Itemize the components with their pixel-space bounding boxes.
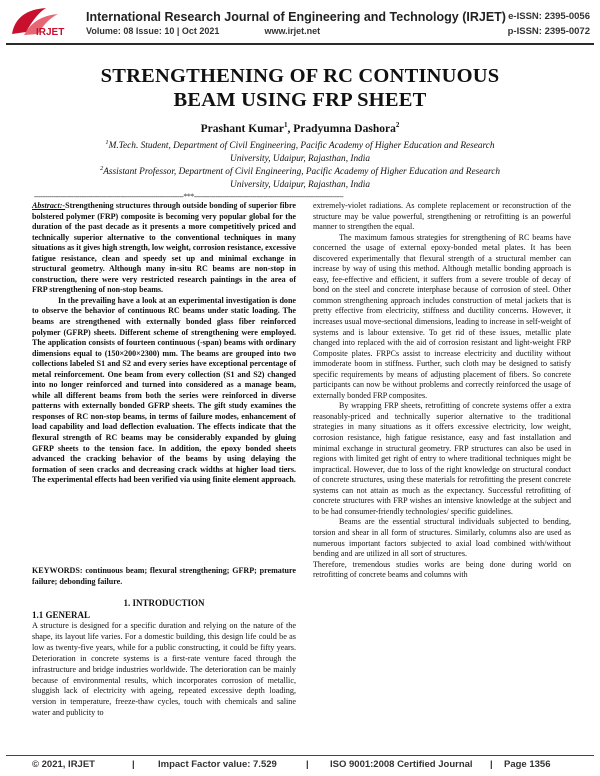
- title-line-2: BEAM USING FRP SHEET: [173, 89, 427, 111]
- e-issn: e-ISSN: 2395-0056: [508, 11, 590, 22]
- section-heading: 1. INTRODUCTION: [123, 598, 205, 608]
- intro-paragraph: A structure is designed for a specific duration and relying on the nature of the shape, its layout life varies. For a domestic building, this design life could be as low as twenty-five years, while for a public constructing, it could be fifty years. Deterioration in concrete systems is a first-rate venture faced through the infrastructure and bridge industries worldwide. The deterioration can be mainly because of environmental results, which incorporates corrosion of metallic, sluggish lack of electricity with ageing, repeated excessive depth loading, version in temperature, freeze-thaw cycles, touch with chemicals and saline water and publicity to: [32, 621, 296, 718]
- footer-divider: |: [306, 759, 309, 770]
- right-paragraph-2: The maximum famous strategies for strengthening of RC beams have concerned the usage of external epoxy-bonded metal plates. It has been discovered experimentally that flexural strength of a structural member can increase by way of using this method. Although metallic bonding approach is easy, fee-effective and efficient, it suffers from a severe trouble of decay of bond on the steel and concrete interphase because of corrosion of steel. Other common strengthening approach includes construction of metal jackets that is pretty effective from electricity, stiffness and ductility concerns. However, it increases usual move-sectional dimensions, leading to increase in self-weight of systems and is labour extensive. To get rid of these issues, metallic plate changed into replaced with the aid of corrosion resistant and light-weight FRP Composite plates. FRPCs assist to increase electricity and ductility without immoderate boom in stiffness. Further, such cloth may be designed to satisfy specific requirements by means of adjusting placement of fibers. So concrete participants can now be without problems and correctly reinforced the usage of externally bonded FRP composites.: [313, 232, 571, 400]
- footer-rule: [6, 755, 594, 756]
- footer-iso: ISO 9001:2008 Certified Journal: [330, 759, 473, 770]
- author-2-sup: 2: [395, 121, 400, 129]
- footer-divider: |: [490, 759, 493, 770]
- website-link[interactable]: www.irjet.net: [264, 26, 321, 36]
- subsection-heading: 1.1 GENERAL: [32, 610, 91, 620]
- title-line-1: STRENGTHENING OF RC CONTINUOUS: [100, 65, 500, 87]
- author-sep: ,: [287, 122, 294, 135]
- affiliation-2-line-1: Assistant Professor, Department of Civil Engineering, Pacific Academy of Higher Education and Research: [103, 167, 501, 178]
- paper-title: [40, 64, 560, 112]
- right-paragraph-1: extremely-violet radiations. As complete replacement or reconstruction of the structure may be value powerful, strengthening or retrofitting is an powerful manner to strengthen the equal.: [313, 201, 571, 232]
- footer-divider: |: [132, 759, 135, 770]
- affiliation-2-line-2: University, Udaipur, Rajasthan, India: [230, 180, 370, 191]
- volume-issue: [86, 26, 320, 36]
- section-separator: ---------------------------------------------------------------------***---------------------------------------------------------------------: [34, 192, 344, 201]
- affiliation-2: [70, 162, 530, 192]
- volume-text: Volume: 08 Issue: 10 | Oct 2021: [86, 26, 220, 36]
- logo-text: IRJET: [36, 27, 65, 38]
- abstract: [32, 201, 296, 486]
- author-2: Pradyumna Dashora: [293, 122, 396, 135]
- author-1-sup: 1: [284, 121, 288, 129]
- author-line: [0, 121, 600, 135]
- right-column: [313, 201, 571, 581]
- affiliation-2-sup: 2: [99, 165, 104, 172]
- p-issn: p-ISSN: 2395-0072: [507, 26, 590, 37]
- header-rule: [6, 43, 594, 45]
- right-paragraph-4: Beams are the essential structural individuals subjected to bending, torsion and shear in all form of structures. Similarly, columns also are used as numerous important factors subjected to axial load combined with/without bending and are utilized in all sort of structures.: [313, 517, 571, 559]
- keywords-text: continuous beam; flexural strengthening; GFRP; premature failure; debonding failure.: [32, 566, 296, 586]
- affiliation-1-sup: 1: [105, 139, 109, 146]
- right-paragraph-3: By wrapping FRP sheets, retrofitting of concrete systems offer a extra reasonably-priced and technically superior alternative to the traditional strategies in many situations as it offers excessive electricity, low weight, corrosion resistance, high fatigue resistance, easy and fast installation and minimal exchange in structural geometry. FRP structures can also be used in regions with limited get right of entry to where traditional techniques might be impractical. However, due to loss of the right knowledge on structural conduct of concrete structures, using these materials for retrofitting the present concrete systems can not attain as much as the expectancy. Successful retrofitting of concrete structures with FRP wishes an intensive knowledge at the subject and to be had consumer-friendly technologies/ specific guidelines.: [313, 401, 571, 516]
- right-paragraph-5: Therefore, tremendous studies works are being done during world on retrofitting of concrete beams and columns with: [313, 559, 571, 580]
- footer-copyright: © 2021, IRJET: [32, 759, 95, 770]
- affiliation-1-line-1: M.Tech. Student, Department of Civil Engineering, Pacific Academy of Higher Education and Research: [108, 141, 495, 152]
- journal-name: International Research Journal of Engineering and Technology (IRJET): [86, 10, 506, 24]
- affiliation-1-line-2: University, Udaipur, Rajasthan, India: [230, 154, 370, 165]
- footer-impact-factor: Impact Factor value: 7.529: [158, 759, 277, 770]
- abstract-paragraph-2: In the prevailing have a look at an experimental investigation is done to observe the behavior of continuous RC beams under static loading. The beams are strengthened with externally bonded glass fiber reinforced polymer (GFRP) sheets. Different scheme of strengthening were employed. The application consists of fourteen continuous (-span) beams with ordinary dimensions equal to (150×200×2300) mm. The beams are grouped into two collections labeled S1 and S2 and every series have exceptional percentage of metal reinforcement. One beam from every collection (S1 and S2) changed into no longer reinforced and turned into considered as a manage beam, while all different beams from both the series were reinforced in diverse patterns with externally bonded GFRP sheets. The gift study examines the responses of RC non-stop beams, in terms of failure modes, enhancement of load capability and load deflection evaluation. The effects indicate that the flexural strength of RC beams may be considerably expanded by gluing GFRP sheets to the tension face. In addition, the epoxy bonded sheets advanced the cracking behavior of the beams by using delaying the formation of seen cracks and decreasing crack widths at higher load tiers. The experimental effects had been verified via using finite element approach.: [32, 295, 296, 485]
- footer-page-number: Page 1356: [504, 759, 551, 770]
- keywords: [32, 566, 296, 587]
- page-header: [0, 0, 600, 44]
- author-1: Prashant Kumar: [200, 122, 285, 135]
- abstract-label: Abstract:-: [32, 201, 66, 210]
- irjet-logo: [6, 4, 84, 38]
- abstract-paragraph-1: Strengthening structures through outside bonding of superior fibre bolstered polymer (FRP) composite is becoming very popular global for the duration of the past decade as it presents a more competitively priced and technically superior alternative to the conventional techniques in many situations as it gives high strength, low weight, corrosion resistance, excessive fatigue resistance, clean and speedy set up and minimal exchange in structural geometry. Although many in-situ RC beams are non-stop in construction, there were very restricted research paintings in the area of FRP strengthening of non-stop beams.: [32, 201, 296, 295]
- keywords-label: KEYWORDS:: [32, 566, 83, 575]
